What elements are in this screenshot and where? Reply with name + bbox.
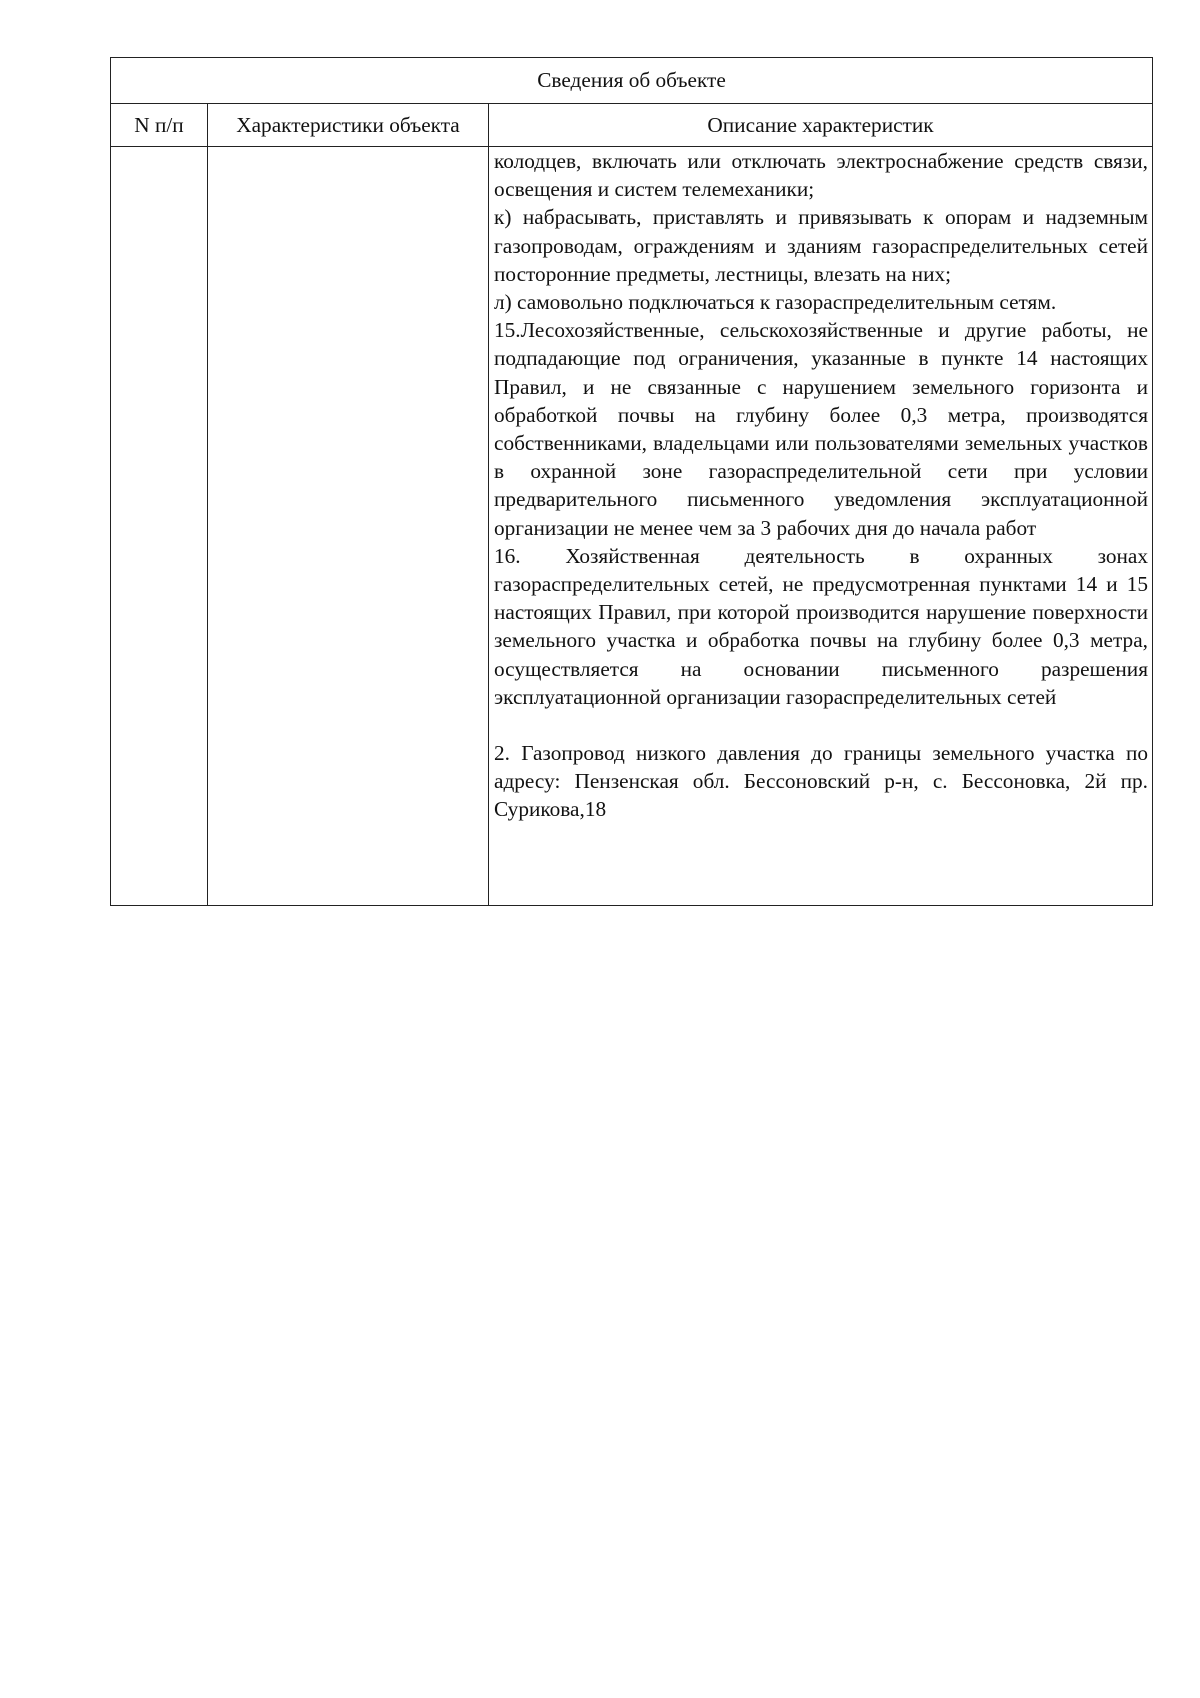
column-header-number: N п/п	[111, 104, 208, 147]
cell-description	[489, 147, 1153, 906]
table-title-row	[111, 58, 1153, 104]
description-paragraph: 15.Лесохозяйственные, сельскохозяйственные и другие работы, не подпадающие под ограничения, указанные в пункте 14 настоящих Правил, и не связанные с нарушением земельного горизонта и обработкой почвы на глубину более 0,3 метра, производятся собственниками, владельцами или пользователями земельных участков в охранной зоне газораспределительной сети при условии предварительного письменного уведомления эксплуатационной организации не менее чем за 3 рабочих дня до начала работ	[494, 318, 1148, 540]
object-info-table	[110, 57, 1153, 906]
description-paragraph: л) самовольно подключаться к газораспределительным сетям.	[494, 290, 1057, 315]
table-header-row	[111, 104, 1153, 147]
table-title: Сведения об объекте	[111, 58, 1153, 104]
description-paragraph: 2. Газопровод низкого давления до границы земельного участка по адресу: Пензенская обл. Бессоновский р-н, с. Бессоновка, 2й пр. Сурикова,18	[494, 741, 1148, 822]
cell-number	[111, 147, 208, 906]
description-paragraph: колодцев, включать или отключать электроснабжение средств связи, освещения и систем телемеханики;	[494, 149, 1148, 202]
description-text	[489, 147, 1152, 824]
table-row	[111, 147, 1153, 906]
column-header-description: Описание характеристик	[489, 104, 1153, 147]
description-paragraph: 16. Хозяйственная деятельность в охранных зонах газораспределительных сетей, не предусмотренная пунктами 14 и 15 настоящих Правил, при которой производится нарушение поверхности земельного участка и обработка почвы на глубину более 0,3 метра, осуществляется на основании письменного разрешения эксплуатационной организации газораспределительных сетей	[494, 543, 1148, 709]
cell-characteristics	[208, 147, 489, 906]
description-paragraph: к) набрасывать, приставлять и привязывать к опорам и надземным газопроводам, ограждениям и зданиям газораспределительных сетей посторонние предметы, лестницы, влезать на них;	[494, 205, 1148, 286]
column-header-characteristics: Характеристики объекта	[208, 104, 489, 147]
